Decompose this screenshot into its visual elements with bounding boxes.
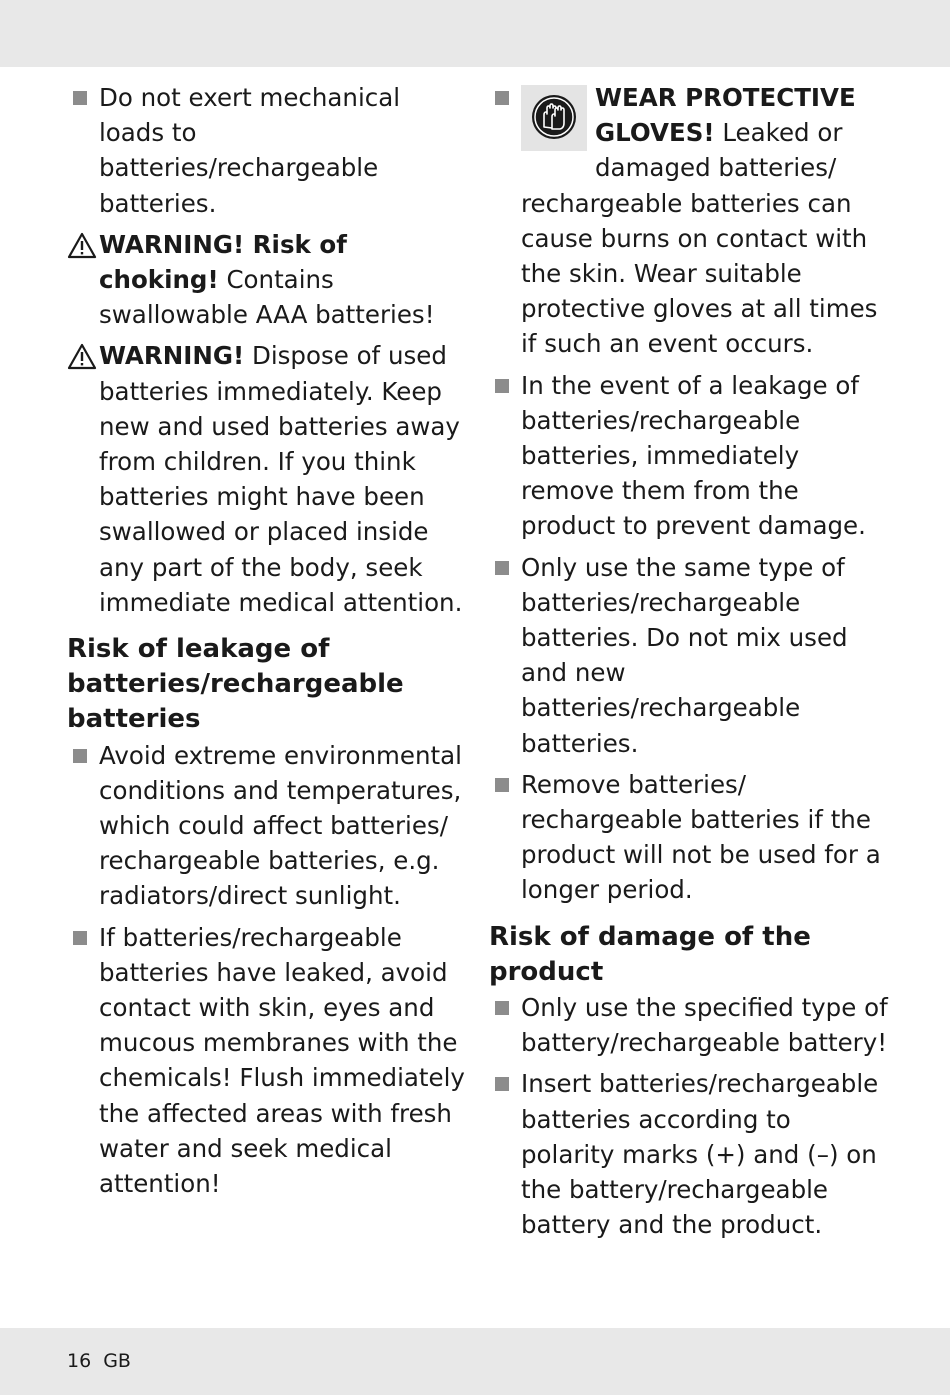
list-item [489, 767, 889, 908]
list-item-text: If batteries/rechargeable batteries have leaked, avoid contact with skin, eyes and mucous membranes with the chemicals! Flush immediately the affected areas with fresh water and seek medical attention! [99, 922, 465, 1199]
list-item [489, 1066, 889, 1242]
language-code: GB [103, 1350, 131, 1372]
list-item [67, 738, 467, 914]
square-bullet-icon [73, 91, 87, 105]
gloves-warning [489, 80, 889, 362]
protective-gloves-icon [521, 85, 587, 151]
list-item-text: Do not exert mechanical loads to batteries/rechargeable batteries. [99, 83, 401, 218]
square-bullet-icon [495, 379, 509, 393]
square-bullet-icon [73, 749, 87, 763]
warning-text: Dispose of used batteries immediately. Keep new and used batteries away from children. If you think batteries might have been swallowed or placed inside any part of the body, seek immediate medical attention. [99, 341, 463, 617]
list-item [489, 368, 889, 544]
square-bullet-icon [73, 931, 87, 945]
list-item [489, 990, 889, 1060]
warning-dispose [67, 338, 467, 620]
section-heading-damage: Risk of damage of the product [489, 921, 811, 987]
left-column [67, 80, 467, 1207]
page-number: 16 [67, 1350, 92, 1372]
list-item-text: Only use the specified type of battery/rechargeable battery! [521, 993, 888, 1058]
square-bullet-icon [495, 91, 509, 105]
list-item-text: In the event of a leakage of batteries/rechargeable batteries, immediately remove them from the product to prevent damage. [521, 370, 866, 541]
list-item [489, 550, 889, 761]
right-column [489, 80, 889, 1249]
list-item [67, 920, 467, 1202]
warning-triangle-icon [67, 343, 97, 370]
warning-text: Contains swallowable AAA batteries! [99, 265, 435, 330]
gloves-text: Leaked or damaged batteries/ rechargeable batteries can cause burns on contact with the skin. Wear suitable protective gloves at all times if such an event occurs. [521, 118, 878, 359]
list-item-text: Avoid extreme environmental conditions and temperatures, which could affect batteries/ rechargeable batteries, e.g. radiators/direct sunlight. [99, 740, 462, 911]
section-heading-leakage: Risk of leakage of batteries/rechargeable batteries [67, 634, 404, 735]
warning-choking [67, 227, 467, 333]
page-footer [67, 1350, 143, 1372]
warning-title: WARNING! [99, 341, 245, 371]
list-item-text: Insert batteries/rechargeable batteries according to polarity marks (+) and (–) on the battery/rechargeable battery and the product. [521, 1069, 879, 1240]
gloves-title: WEAR PROTECTIVE GLOVES! [595, 83, 856, 148]
list-item [67, 80, 467, 221]
square-bullet-icon [495, 1001, 509, 1015]
warning-triangle-icon [67, 232, 97, 259]
warning-title: WARNING! Risk of choking! [99, 229, 347, 295]
list-item-text: Only use the same type of batteries/rechargeable batteries. Do not mix used and new batteries/rechargeable batteries. [521, 552, 848, 758]
square-bullet-icon [495, 778, 509, 792]
list-item-text: Remove batteries/ rechargeable batteries if the product will not be used for a longer period. [521, 769, 881, 905]
square-bullet-icon [495, 561, 509, 575]
gloves-symbol [530, 93, 578, 141]
square-bullet-icon [495, 1077, 509, 1091]
header-band [0, 0, 950, 67]
